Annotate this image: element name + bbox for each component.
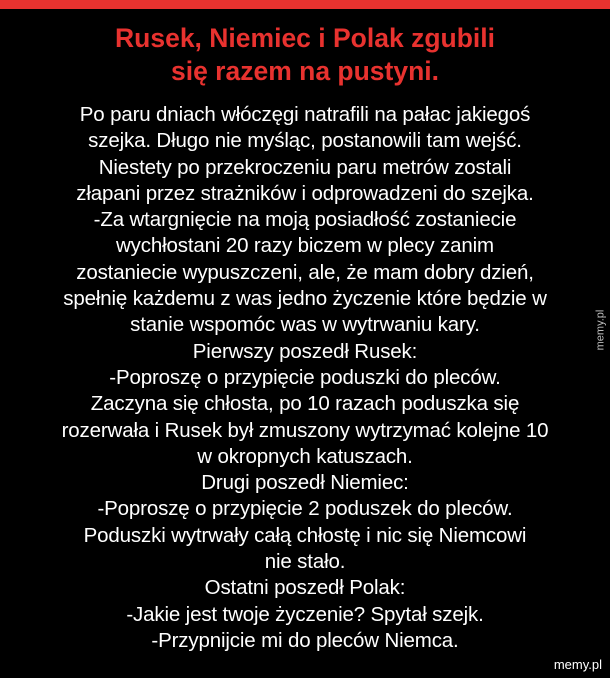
side-watermark-text: memy.pl [594,309,606,351]
side-watermark [590,300,610,360]
bottom-watermark: memy.pl [553,657,602,672]
meme-content [0,22,610,654]
meme-title: Rusek, Niemiec i Polak zgubili się razem na pustyni. [115,23,495,86]
meme-body-text: Po paru dniach włóczęgi natrafili na pałac jakiegoś szejka. Długo nie myśląc, postanowili tam wejść. Niestety po przekroczeniu paru metrów zostali złapani przez strażników i odprowadzeni do szejka. -Za wtargnięcie na moją posiadłość zostaniecie wychłostani 20 razy biczem w plecy zanim zostaniecie wypuszczeni, ale, że mam dobry dzień, spełnię każdemu z was jedno życzenie które będzie w stanie wspomóc was w wytrwaniu kary. Pierwszy poszedł Rusek: -Poproszę o przypięcie poduszki do pleców. Zaczyna się chłosta, po 10 razach poduszka się rozerwała i Rusek był zmuszony wytrzymać kolejne 10 w okropnych katuszach. Drugi poszedł Niemiec: -Poproszę o przypięcie 2 poduszek do pleców. Poduszki wytrwały całą chłostę i nic się Niemcowi nie stało. Ostatni poszedł Polak: -Jakie jest twoje życzenie? Spytał szejk. -Przypnijcie mi do pleców Niemca. [61,103,549,652]
top-accent-bar [0,0,610,9]
